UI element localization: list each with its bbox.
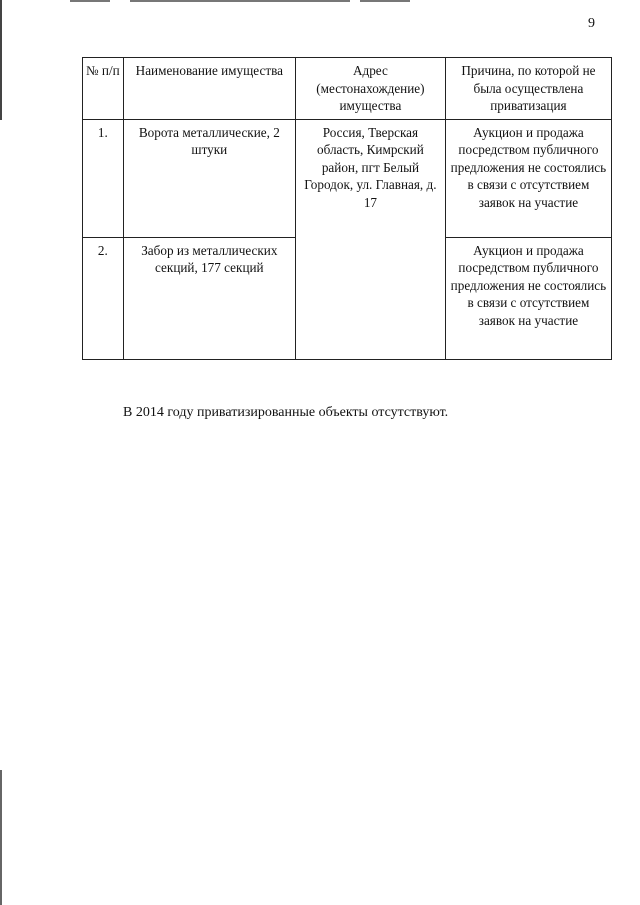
table-row — [83, 119, 612, 237]
header-num: № п/п — [83, 58, 124, 120]
property-table — [82, 57, 612, 360]
row-address: Россия, Тверская область, Кимрский район, пгт Белый Городок, ул. Главная, д. 17 — [295, 119, 445, 359]
table-header-row — [83, 58, 612, 120]
scan-edge-mark — [360, 0, 410, 2]
row-num: 2. — [83, 237, 124, 359]
scan-edge-mark — [0, 0, 2, 120]
scan-edge-mark — [70, 0, 110, 2]
scan-edge-mark — [130, 0, 350, 2]
summary-text: В 2014 году приватизированные объекты отсутствуют. — [123, 405, 449, 420]
row-reason: Аукцион и продажа посредством публичного предложения не состоялись в связи с отсутствием заявок на участие — [445, 119, 611, 237]
row-name: Забор из металлических секций, 177 секций — [123, 237, 295, 359]
scan-edge-mark — [0, 770, 2, 905]
header-address: Адрес (местонахождение) имущества — [295, 58, 445, 120]
row-reason: Аукцион и продажа посредством публичного предложения не состоялись в связи с отсутствием заявок на участие — [445, 237, 611, 359]
header-reason: Причина, по которой не была осуществлена приватизация — [445, 58, 611, 120]
page-number: 9 — [588, 16, 595, 31]
row-num: 1. — [83, 119, 124, 237]
header-name: Наименование имущества — [123, 58, 295, 120]
row-name: Ворота металлические, 2 штуки — [123, 119, 295, 237]
